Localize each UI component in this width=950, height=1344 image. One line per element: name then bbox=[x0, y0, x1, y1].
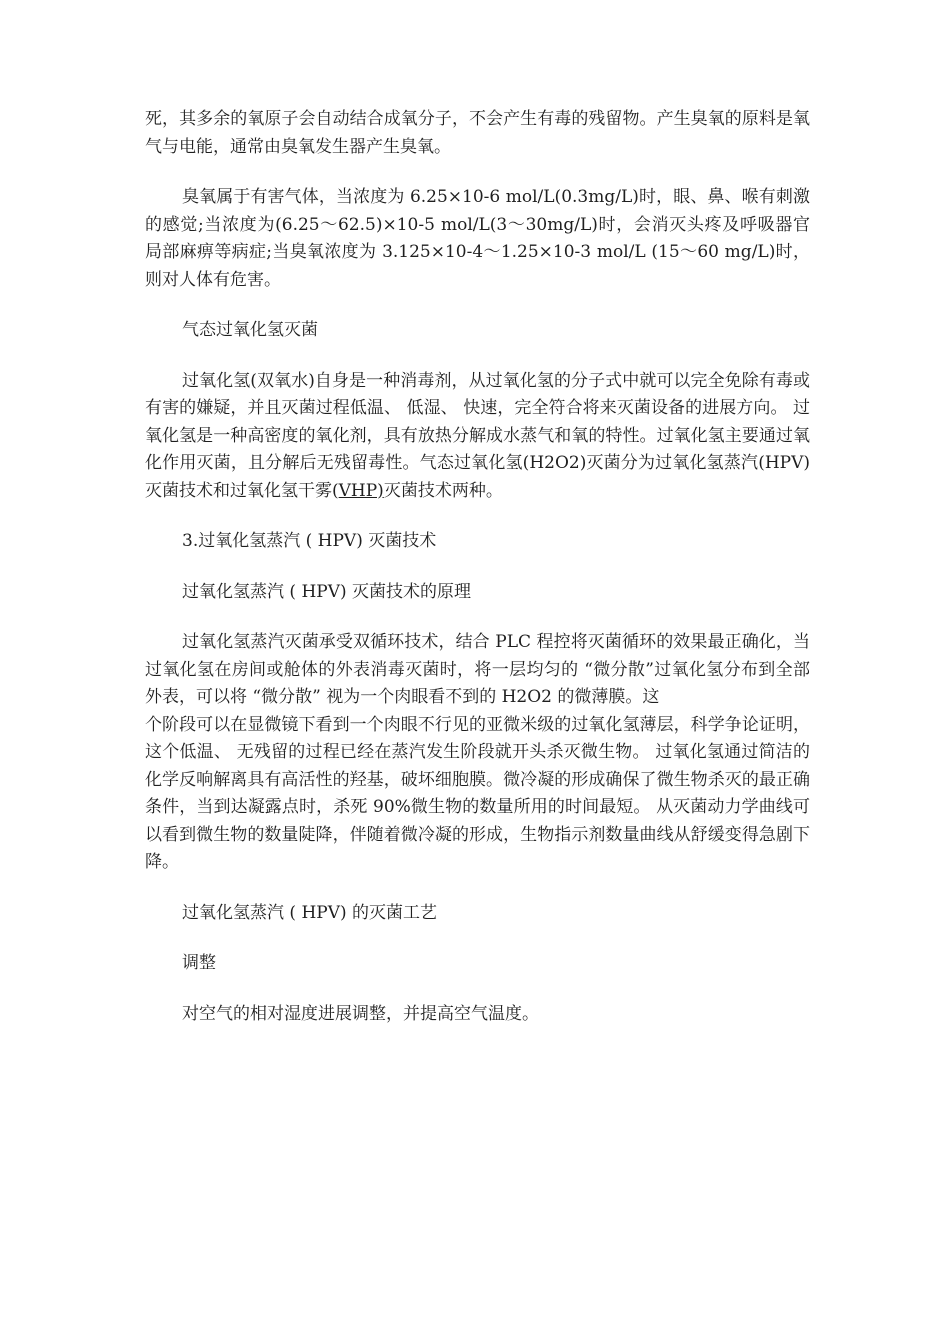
heading-hpv-technology: 3.过氧化氢蒸汽 ( HPV) 灭菌技术 bbox=[182, 531, 437, 551]
paragraph-hpv-principle-part1: 过氧化氢蒸汽灭菌承受双循环技术，结合 PLC 程控将灭菌循环的效果最正确化，当过氧化氢在房间或舱体的外表消毒灭菌时，将一层均匀的 “微分散”过氧化氢分布到全部外表，可以将 “微分散” 视为一个肉眼看不到的 H2O2 的微薄膜。这 bbox=[145, 632, 810, 707]
paragraph-text: 过氧化氢(双氧水)自身是一种消毒剂，从过氧化氢的分子式中就可以完全免除有毒或有害的嫌疑，并且灭菌过程低温、 低湿、 快速，完全符合将来灭菌设备的进展方向。 过氧化氢是一种高密度的氧化剂，具有放热分解成水蒸气和氧的特性。过氧化氢主要通过氧化作用灭菌，且分解后无残留毒性。气态过氧化氢(H2O2)灭菌分为过氧化氢蒸汽(HPV)灭菌技术和过氧化氢干雾( bbox=[145, 370, 810, 501]
paragraph-hydrogen-peroxide-intro bbox=[145, 368, 810, 506]
heading-gaseous-hydrogen-peroxide: 气态过氧化氢灭菌 bbox=[182, 320, 318, 340]
paragraph-humidity-adjustment: 对空气的相对湿度进展调整，并提高空气温度。 bbox=[182, 1003, 539, 1024]
paragraph-ozone-residue: 死，其多余的氧原子会自动结合成氧分子，不会产生有毒的残留物。产生臭氧的原料是氧气与电能，通常由臭氧发生器产生臭氧。 bbox=[145, 109, 810, 157]
heading-hpv-process: 过氧化氢蒸汽 ( HPV) 的灭菌工艺 bbox=[182, 902, 438, 923]
paragraph-ozone-hazard: 臭氧属于有害气体，当浓度为 6.25×10-6 mol/L(0.3mg/L)时，眼、鼻、喉有刺激的感觉;当浓度为(6.25～62.5)×10-5 mol/L(3～30mg/L)时，会消灭头疼及呼吸器官局部麻痹等病症;当臭氧浓度为 3.125×10-4～1.25×10-3 mol/L (15～60 mg/L)时，则对人体有危害。 bbox=[145, 187, 810, 290]
paragraph-text: 灭菌技术两种。 bbox=[383, 480, 503, 501]
paragraph-hpv-principle-part2: 个阶段可以在显微镜下看到一个肉眼不行见的亚微米级的过氧化氢薄层，科学争论证明，这个低温、 无残留的过程已经在蒸汽发生阶段就开头杀灭微生物。 过氧化氢通过简洁的化学反响解离具有高活性的羟基，破坏细胞膜。微冷凝的形成确保了微生物杀灭的最正确条件，当到达凝露点时，杀死 90%微生物的数量所用的时间最短。 从灭菌动力学曲线可以看到微生物的数量陡降，伴随着微冷凝的形成，生物指示剂数量曲线从舒缓变得急剧下降。 bbox=[145, 714, 810, 872]
heading-adjustment: 调整 bbox=[182, 953, 216, 973]
heading-hpv-principle: 过氧化氢蒸汽 ( HPV) 灭菌技术的原理 bbox=[182, 581, 472, 602]
document-body bbox=[145, 106, 810, 1051]
vhp-link[interactable]: VHP) bbox=[338, 480, 384, 501]
